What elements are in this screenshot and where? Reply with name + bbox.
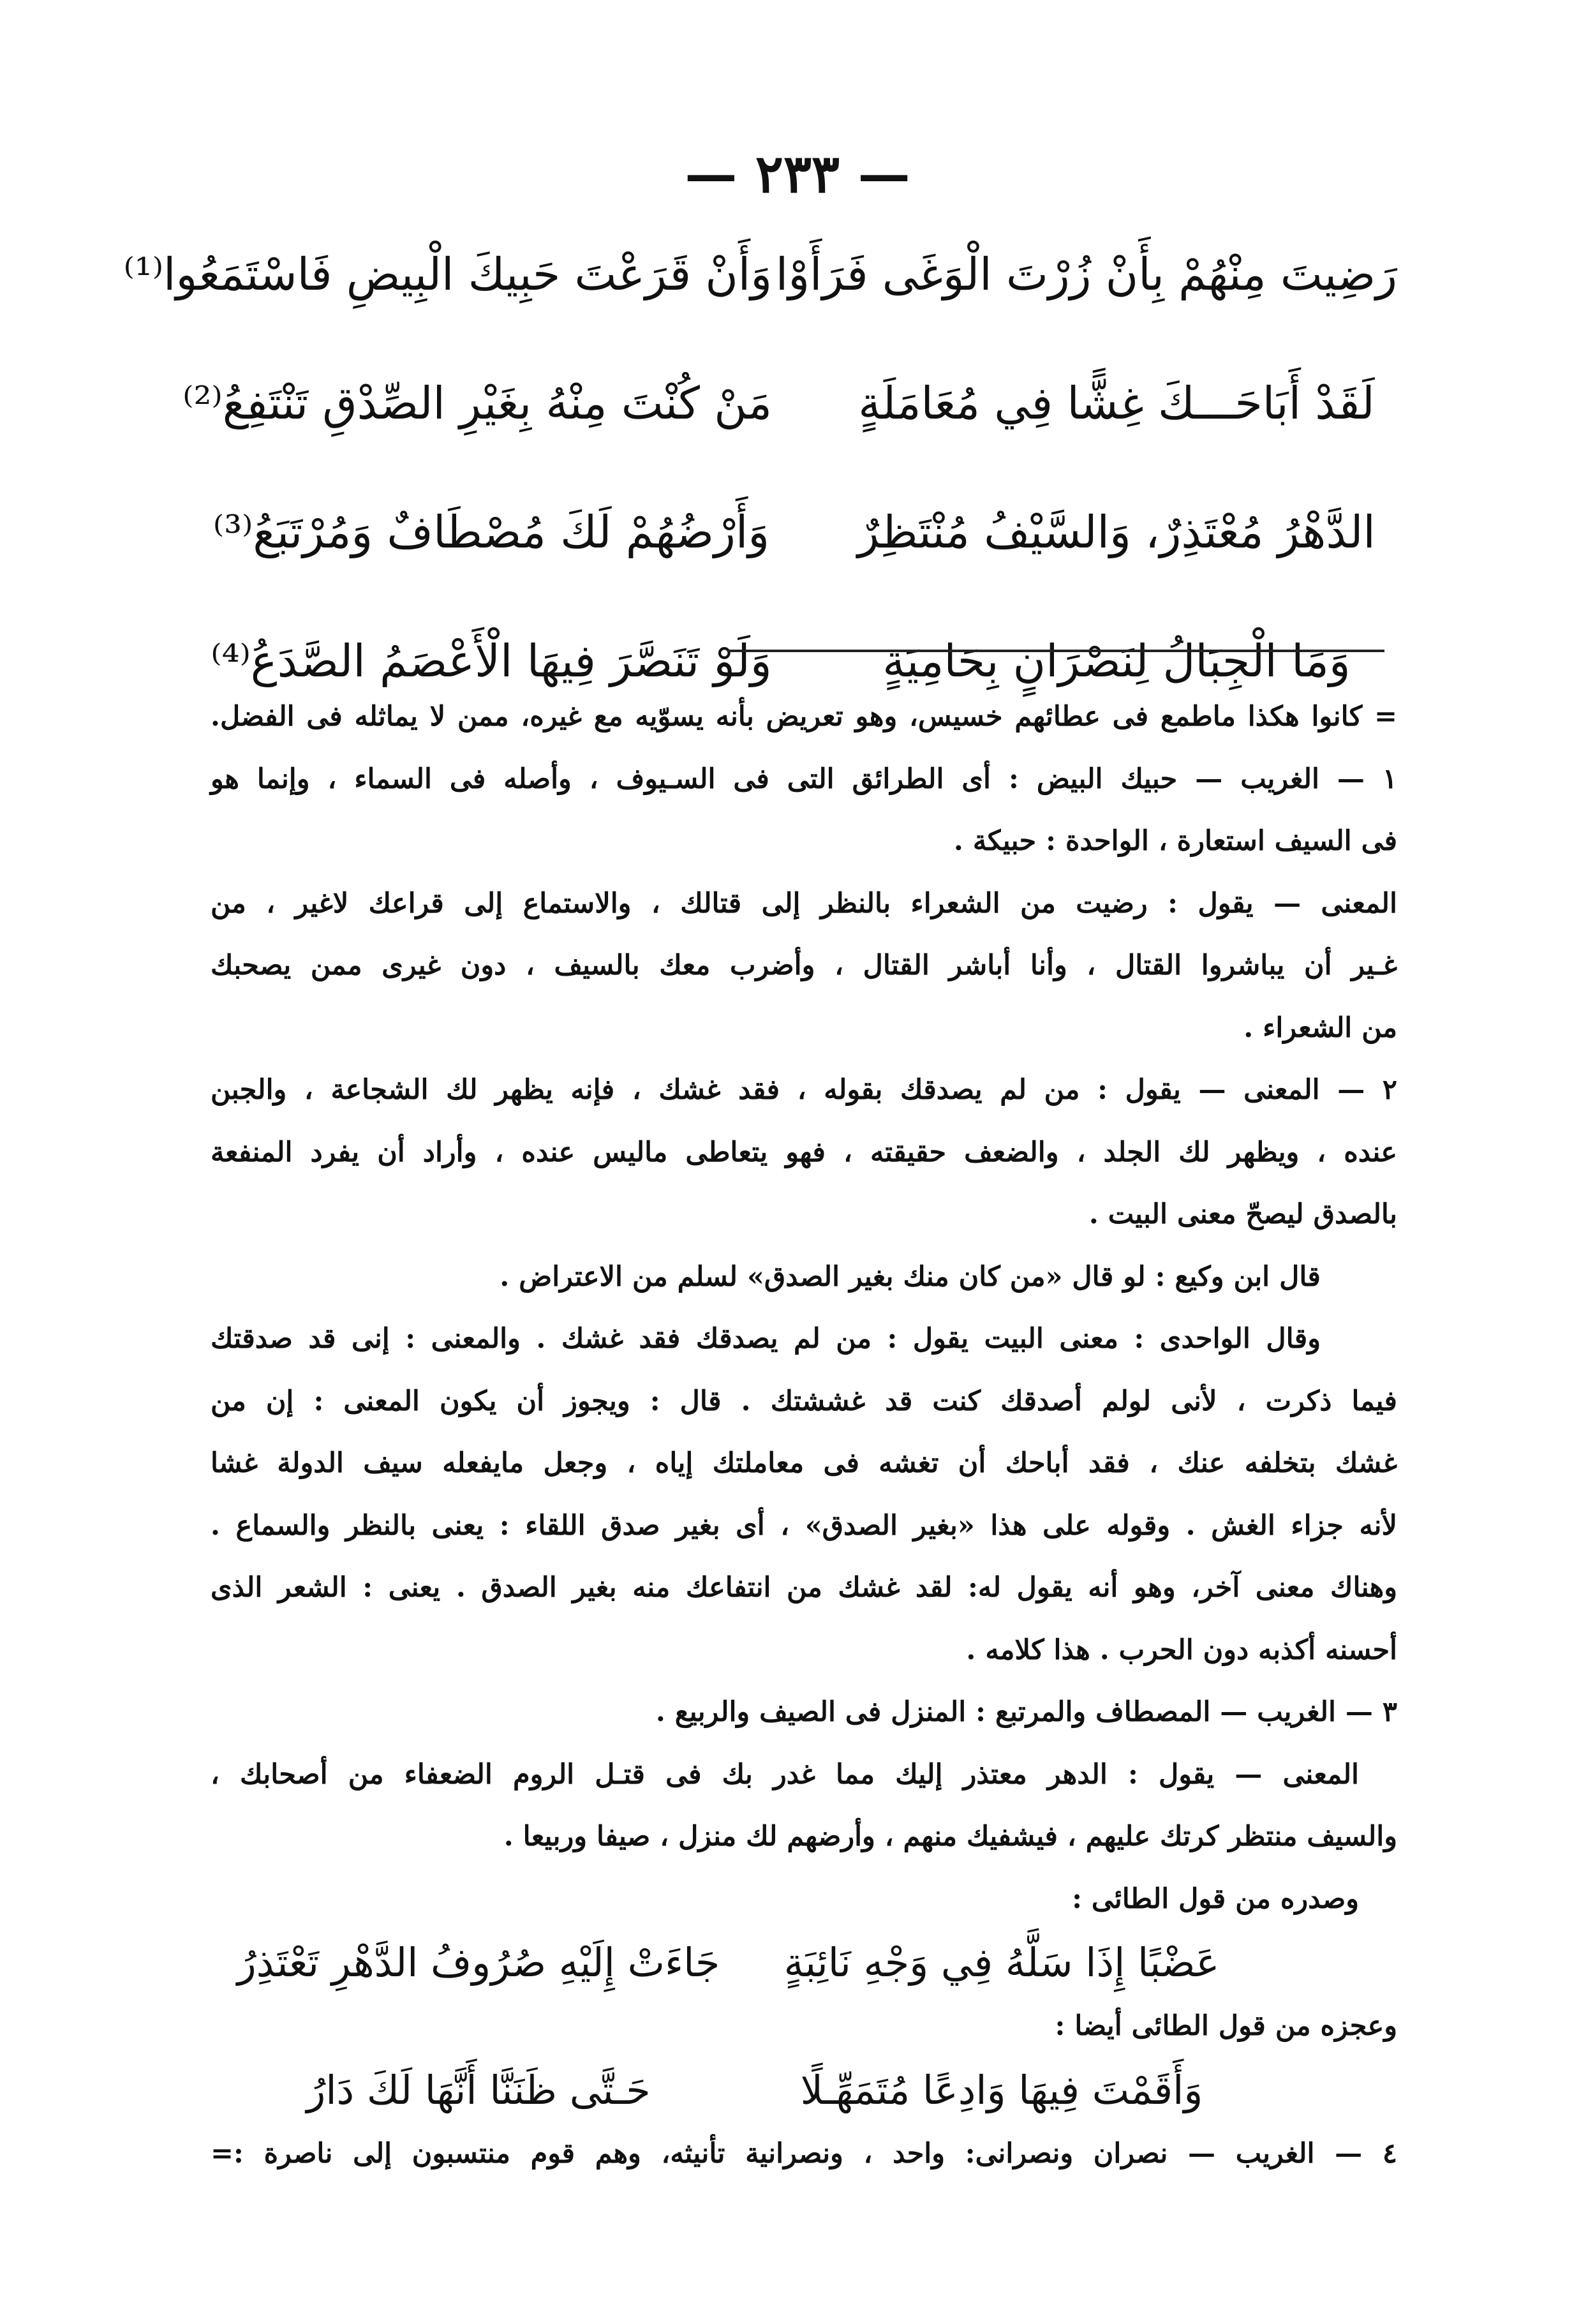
footnote-line: فيما ذكرت ، لأنى لولم أصدقك كنت قد غششتك . قال : ويجوز أن يكون المعنى : إن من [211,1385,1397,1417]
footnote-line: من الشعراء . [1243,1011,1397,1044]
verse-second-hemistich: مَنْ كُنْتَ مِنْهُ بِغَيْرِ الصِّدْقِ تَنْتَفِعُ⁽²⁾ [182,377,772,429]
verse-first-hemistich: وَمَا الْجِبَالُ لِنَصْرَانٍ بِحَامِيَةٍ [882,635,1351,687]
footnote-line: ١ — الغريب — حبيك البيض : أى الطرائق التى فى السـيوف ، وأصله فى السماء ، وإنما هو [211,763,1397,795]
verse-second-hemistich: وَأَرْضُهُمْ لَكَ مُصْطَافٌ وَمُرْتَبَعُ⁽³⁾ [212,506,770,558]
quoted-verse [211,1930,1397,1995]
verse-line [123,230,1397,359]
verse-first-hemistich: الدَّهْرُ مُعْتَذِرٌ، وَالسَّيْفُ مُنْتَظِرٌ [857,506,1376,558]
footnote-line: ٣ — الغريب — المصطاف والمرتبع : المنزل فى الصيف والربيع . [655,1696,1397,1728]
footnote-line: غشك بتخلفه عنك ، فقد أباحك أن تغشه فى معاملتك إياه ، وجعل مايفعله سيف الدولة غشا [211,1447,1397,1479]
verse-line [182,359,1397,488]
page-number: — ٢٣٣ — [685,144,910,205]
verse-line [211,488,1397,616]
footnote-line: المعنى — يقول : رضيت من الشعراء بالنظر إلى قتالك ، والاستماع إلى قراعك لاغير ، من [211,887,1397,920]
footnote-line: أحسنه أكذبه دون الحرب . هذا كلامه . [966,1634,1397,1666]
verse-second-hemistich: وَأَنْ قَرَعْتَ حَبِيكَ الْبِيضِ فَاسْتَمَعُوا⁽¹⁾ [123,248,772,301]
quoted-verse-first-hemistich: عَضْبًا إِذَا سَلَّهُ فِي وَجْهِ نَائِبَةٍ [783,1939,1220,1986]
footnote-line: وصدره من قول الطائى : [1072,1882,1359,1915]
quoted-verse [211,2058,1397,2123]
verse-second-hemistich: وَلَوْ تَنَصَّرَ فِيهَا الْأَعْصَمُ الصَّدَعُ⁽⁴⁾ [211,635,772,687]
footnote-line: فى السيف استعارة ، الواحدة : حبيكة . [953,825,1397,857]
footnote-line: والسيف منتظر كرتك عليهم ، فيشفيك منهم ، وأرضهم لك منزل ، صيفا وربيعا . [503,1821,1397,1852]
footnote-line: بالصدق ليصحّ معنى البيت . [1088,1198,1397,1230]
poem-verses [123,230,1397,745]
footnote-line: ٤ — الغريب — نصران ونصرانى: واحد ، ونصرانية تأنيثه، وهم قوم منتسبون إلى ناصرة := [211,2137,1397,2170]
footnote-line: غـير أن يباشروا القتال ، وأنا أباشر القتال ، وأضرب معك بالسيف ، دون غيرى ممن يصحبك [211,950,1397,981]
footnote-line: = كانوا هكذا ماطمع فى عطائهم خسيس، وهو تعريض بأنه يسوّيه مع غيره، ممن لا يماثله فى الفضل. [211,701,1397,733]
footnote-line: وعجزه من قول الطائى أيضا : [1055,2010,1397,2042]
quoted-verse-second-hemistich: حَـتَّى ظَنَنَّا أَنَّهَا لَكَ دَارُ [306,2066,651,2113]
footnote-line: لأنه جزاء الغش . وقوله على هذا «بغير الصدق» ، أى بغير صدق اللقاء : يعنى بالنظر والسماع . [211,1509,1397,1542]
verse-first-hemistich: لَقَدْ أَبَاحَـــكَ غِشًّا فِي مُعَامَلَةٍ [858,377,1375,429]
footnote-line: عنده ، ويظهر لك الجلد ، والضعف حقيقته ، فهو يتعاطى ماليس عنده ، وأراد أن يفرد المنفعة [211,1136,1397,1168]
footnote-line: ٢ — المعنى — يقول : من لم يصدقك بقوله ، فقد غشك ، فإنه يظهر لك الشجاعة ، والجبن [211,1074,1397,1106]
footnote-line: وقال الواحدى : معنى البيت يقول : من لم يصدقك فقد غشك . والمعنى : إنى قد صدقتك [211,1323,1321,1355]
footnote-line: قال ابن وكيع : لو قال «من كان منك بغير الصدق» لسلم من الاعتراض . [500,1260,1321,1293]
footnote-line: المعنى — يقول : الدهر معتذر إليك مما غدر بك فى قتـل الروم الضعفاء من أصحابك ، [211,1758,1359,1791]
footnote-line: وهناك معنى آخر، وهو أنه يقول له: لقد غشك من انتفاعك منه بغير الصدق . يعنى : الشعر الذى [211,1572,1397,1604]
quoted-verse-first-hemistich: وَأَقَمْتَ فِيهَا وَادِعًا مُتَمَهِّـلًا [800,2066,1203,2113]
quoted-verse-second-hemistich: جَاءَتْ إِلَيْهِ صُرُوفُ الدَّهْرِ تَعْتَذِرُ [237,1939,720,1986]
footnotes [211,686,1397,2185]
verse-first-hemistich: رَضِيتَ مِنْهُمْ بِأَنْ زُرْتَ الْوَغَى فَرَأَوْا [775,248,1397,301]
footnote-separator [727,650,1384,652]
